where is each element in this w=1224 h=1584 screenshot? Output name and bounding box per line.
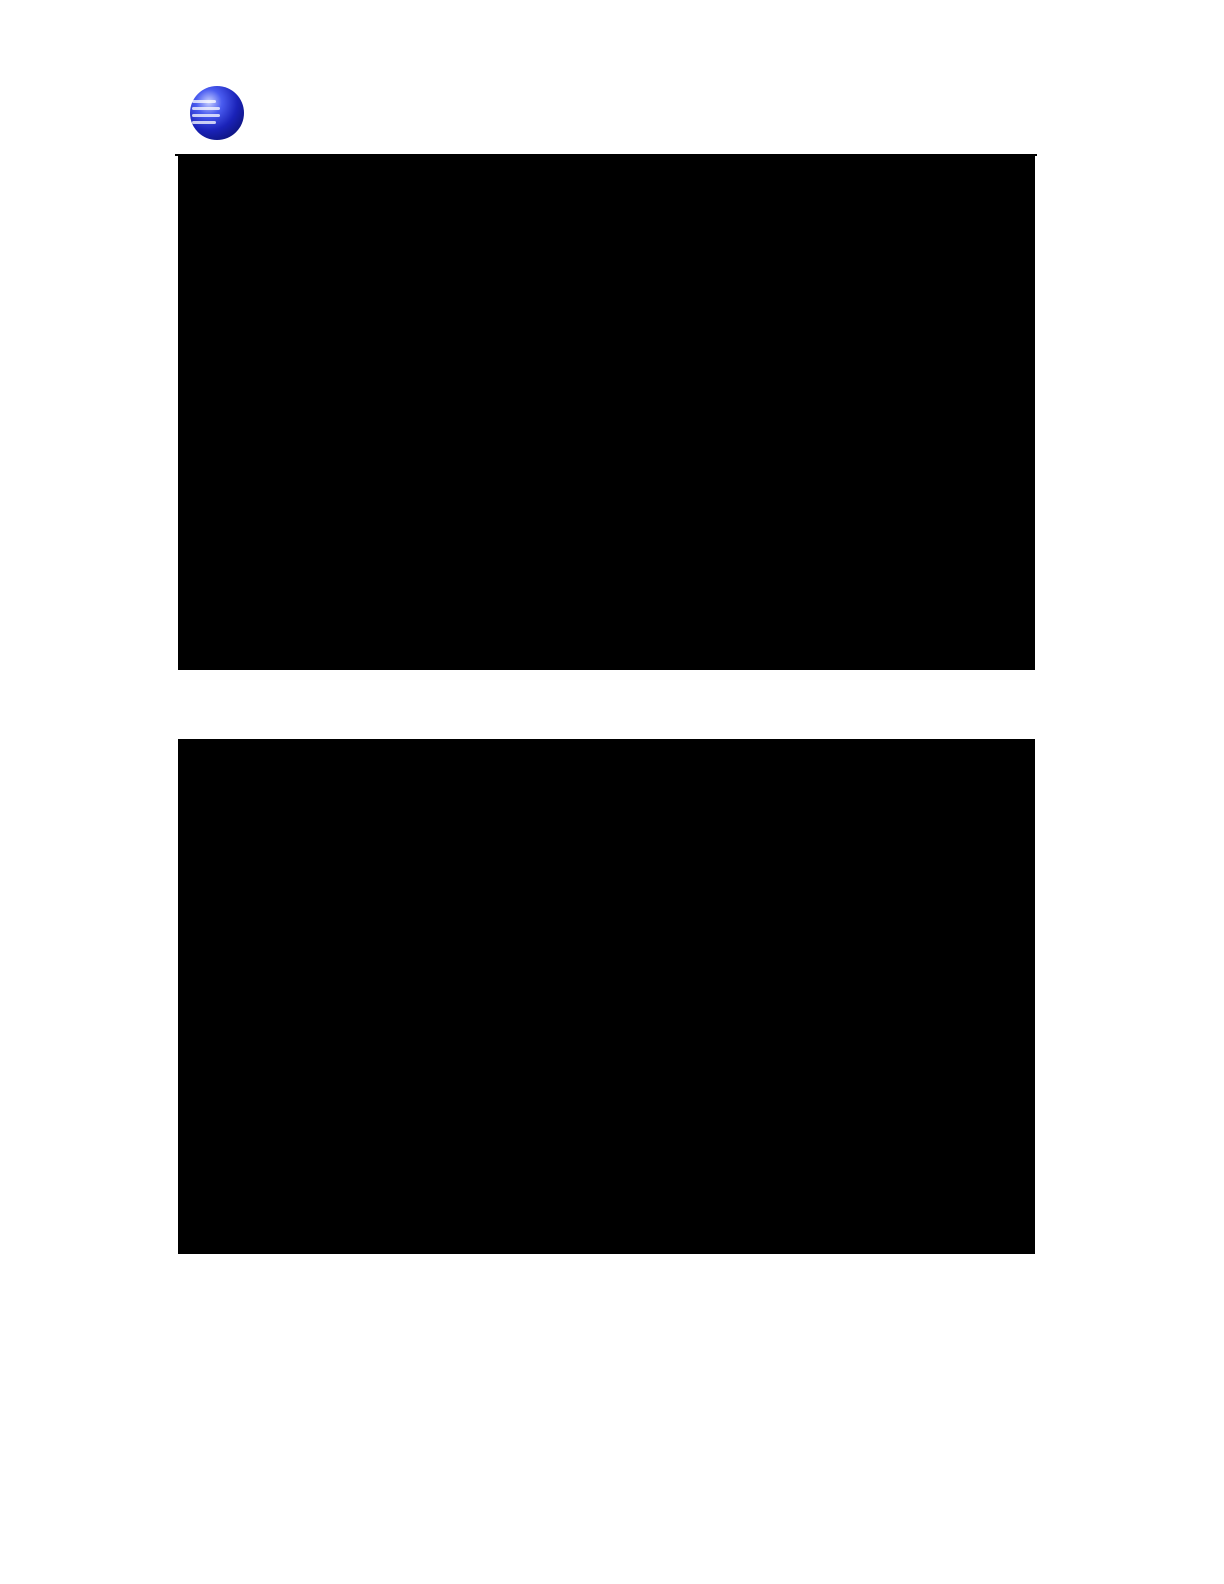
sensor-id-screen-register-dialog: [178, 155, 1035, 670]
globe-logo-icon: [190, 86, 244, 140]
sensor-id-screen-keyboard: [178, 739, 1035, 1254]
